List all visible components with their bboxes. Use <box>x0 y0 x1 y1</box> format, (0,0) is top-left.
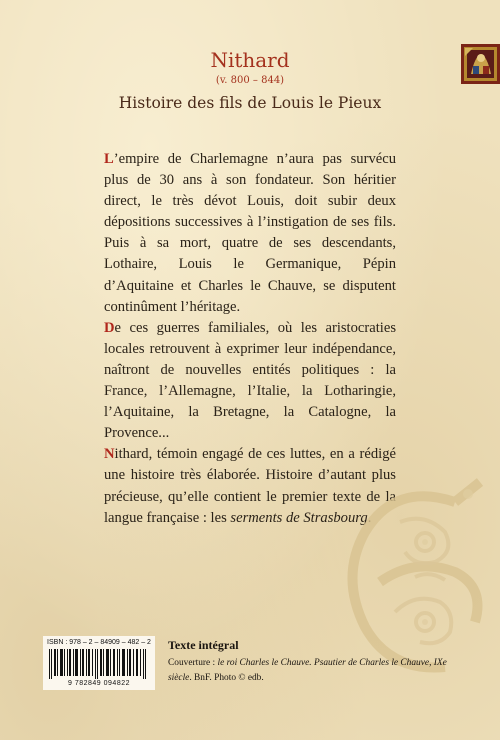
paragraph-end: . <box>367 509 372 526</box>
italic-title: serments de Strasbourg <box>230 509 368 526</box>
author-dates: (v. 800 – 844) <box>215 75 285 86</box>
credit-suffix: . BnF. Photo © edb. <box>189 672 264 683</box>
credit-italic: le roi Charles le Chauve. Psautier de Charles le Chauve, IXe siècle <box>168 658 447 683</box>
paragraph-text: ithard, témoin engagé de ces luttes, en a rédigé une histoire très élaborée. Histoire d’autant plus précieuse, qu’elle contient le premier texte de la langue française : les <box>104 446 396 526</box>
manuscript-miniature-image <box>461 44 500 84</box>
barcode-image <box>47 649 151 679</box>
barcode-digits: 9 782849 094822 <box>68 680 130 687</box>
paragraph-2 <box>104 318 396 445</box>
author-title: Nithard <box>210 48 290 72</box>
isbn-label: ISBN : 978 – 2 – 84909 – 482 – 2 <box>47 639 151 646</box>
drop-initial: N <box>104 446 115 463</box>
drop-initial: L <box>104 151 114 167</box>
edition-label: Texte intégral <box>168 638 239 652</box>
paragraph-1 <box>104 149 396 318</box>
credit-prefix: Couverture : <box>168 658 218 668</box>
book-subtitle: Histoire des fils de Louis le Pieux <box>118 94 382 112</box>
cover-credits <box>168 656 468 685</box>
isbn-barcode-block <box>43 636 155 690</box>
paragraph-text: ’empire de Charlemagne n’aura pas survécu plus de 30 ans à son fondateur. Son héritier direct, le très dévot Louis, doit subir deux dépositions successives à l’instigation de ses fils. Puis à sa mort, quatre de ses descendants, Lothaire, Louis le Germanique, Pépin d’Aquitaine et Charles le Chauve, se disputent continûment l’héritage. <box>104 151 396 315</box>
paragraph-text: e ces guerres familiales, où les aristocraties locales retrouvent à exprimer leur indépendance, naîtront de nouvelles entités politiques : la France, l’Allemagne, l’Italie, la Lotharingie, l’Aquitaine, la Bretagne, la Catalogne, la Provence... <box>104 319 396 442</box>
drop-initial: D <box>104 319 115 336</box>
